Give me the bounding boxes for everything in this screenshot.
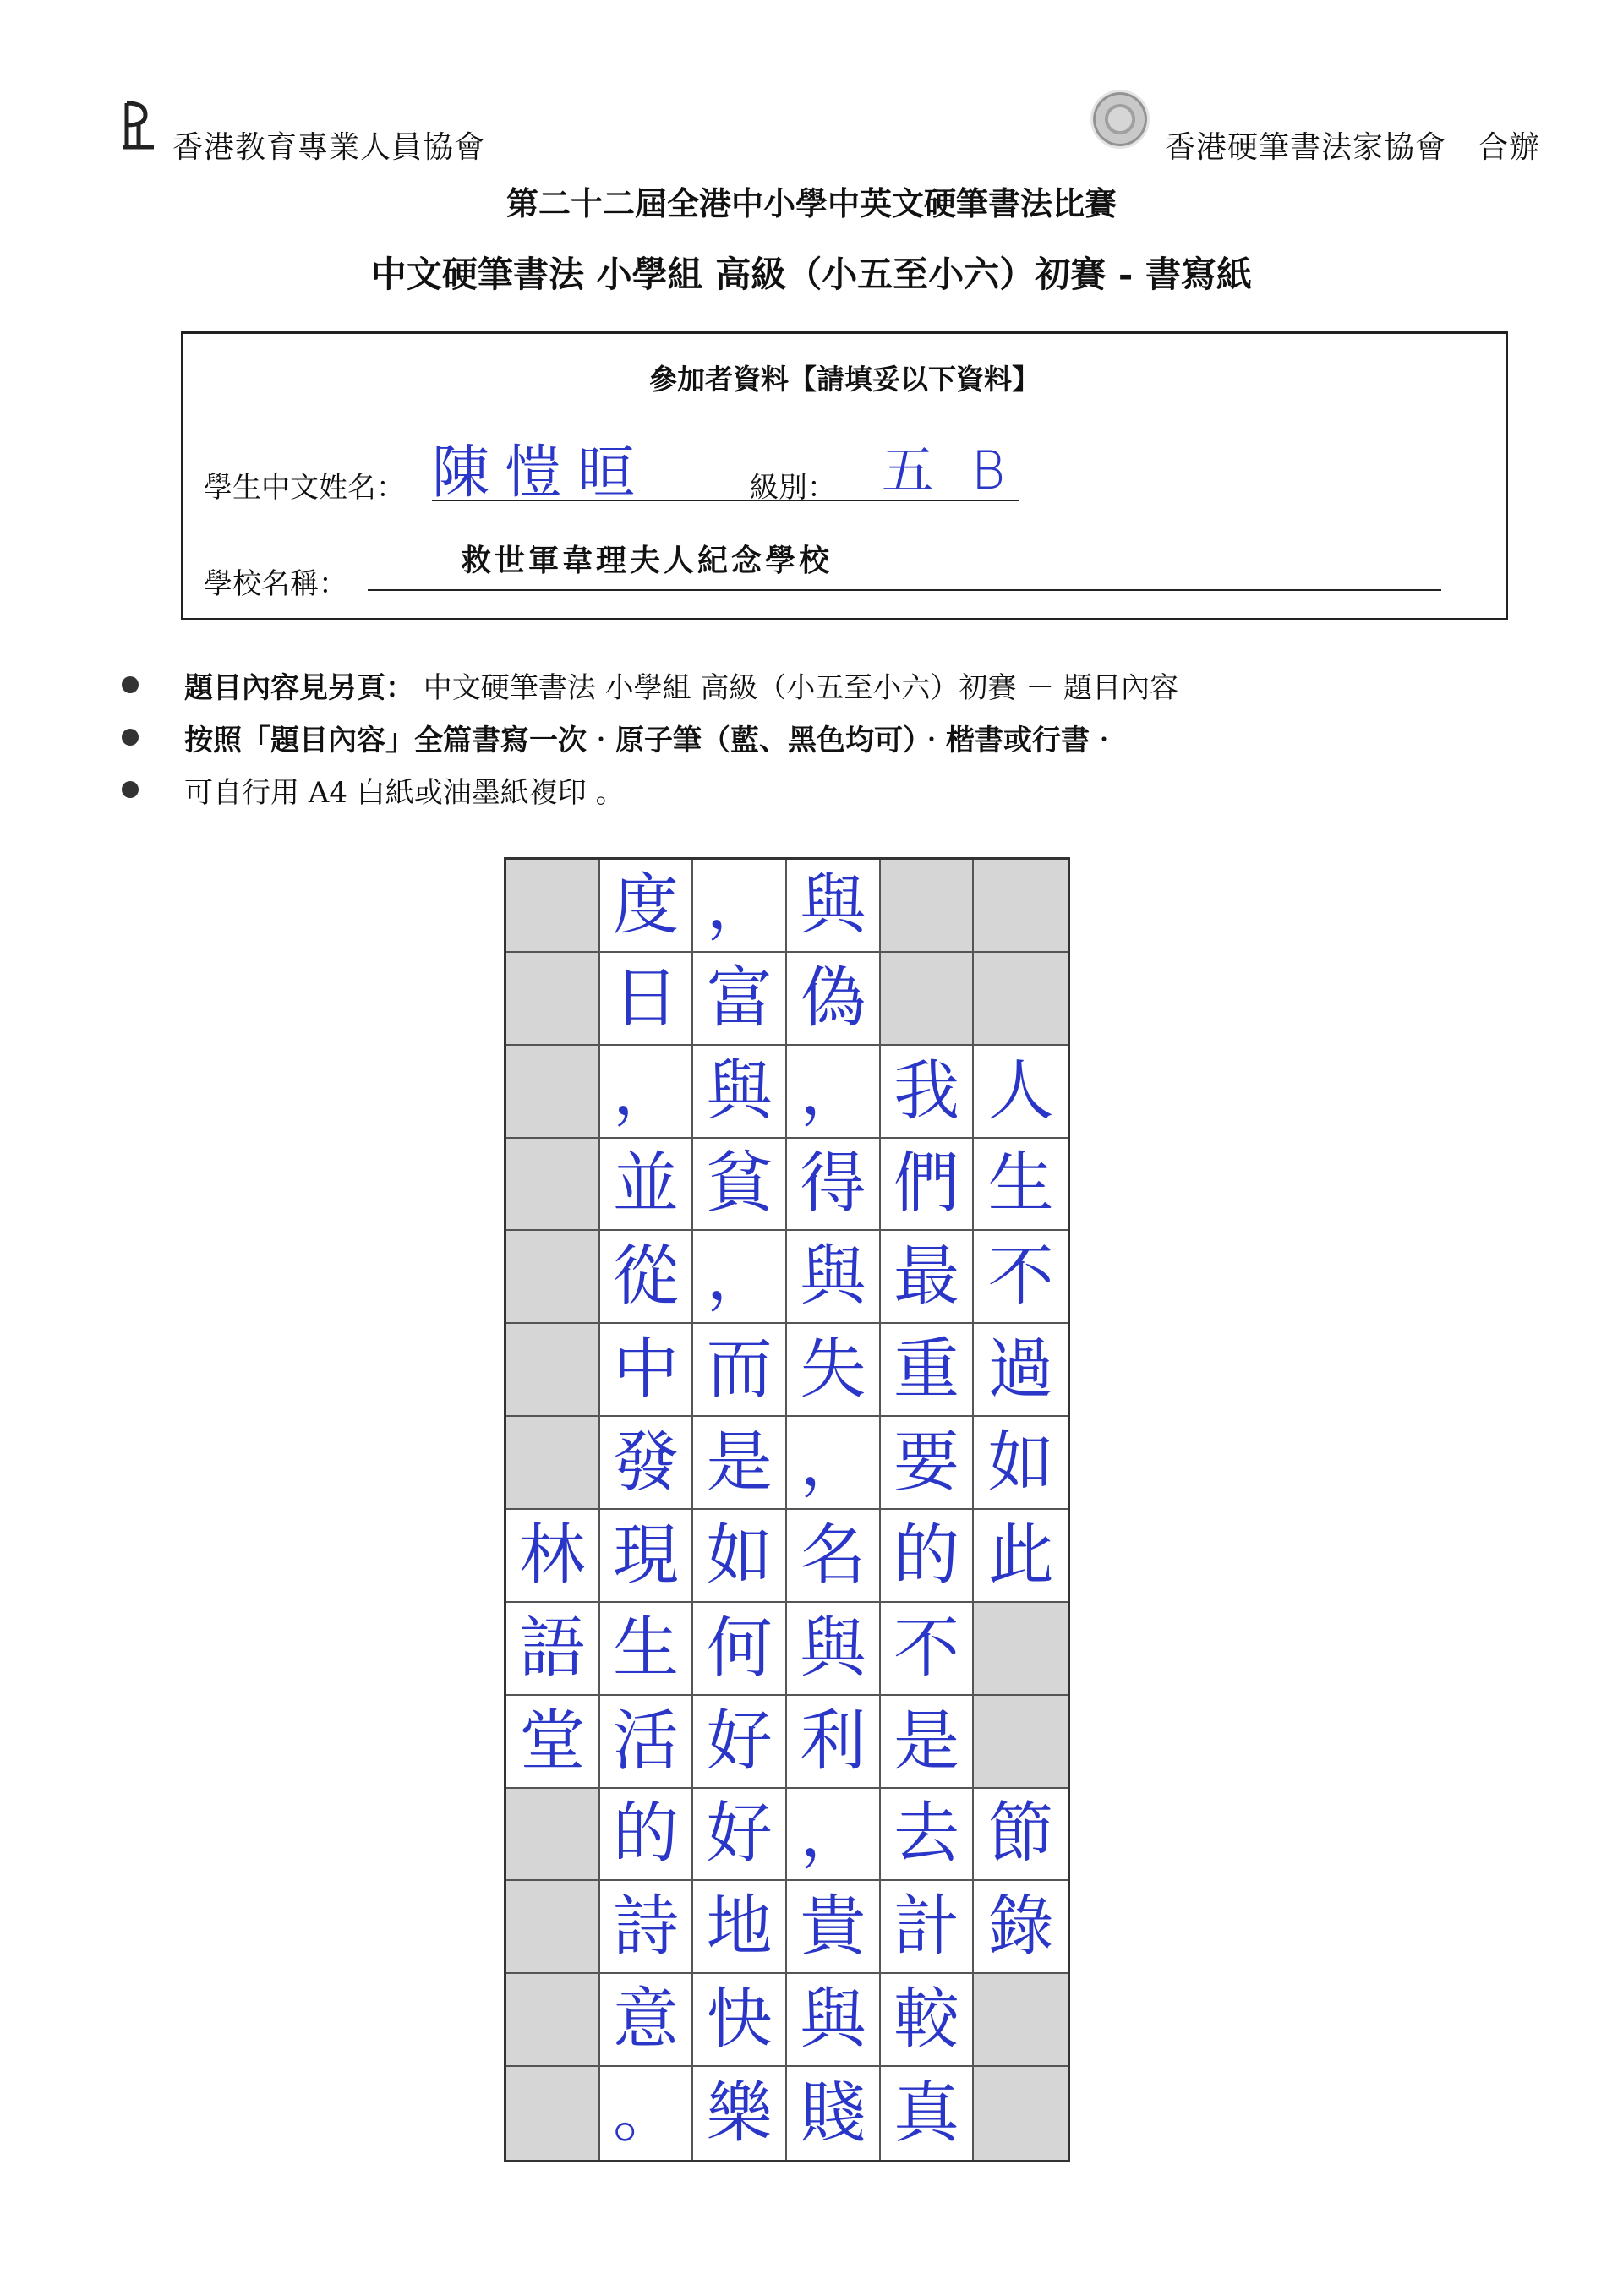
grid-cell[interactable]: 從 bbox=[600, 1231, 694, 1324]
grid-cell[interactable]: 何 bbox=[693, 1603, 787, 1696]
grid-cell[interactable]: 而 bbox=[693, 1324, 787, 1417]
bullet-icon bbox=[122, 676, 139, 693]
student-name-value[interactable]: 陳愷晅 bbox=[432, 440, 651, 506]
grid-cell[interactable] bbox=[974, 1603, 1068, 1696]
bullet-icon bbox=[122, 729, 139, 746]
grid-cell[interactable]: 詩 bbox=[600, 1881, 694, 1974]
grid-cell[interactable]: 好 bbox=[693, 1696, 787, 1789]
grid-cell[interactable]: 是 bbox=[693, 1417, 787, 1510]
grid-cell[interactable]: 是 bbox=[881, 1696, 975, 1789]
grid-cell[interactable]: 最 bbox=[881, 1231, 975, 1324]
school-name-underline bbox=[368, 589, 1441, 591]
instruction-bold-text: 題目內容見另頁： bbox=[184, 671, 414, 705]
grid-cell[interactable]: 人 bbox=[974, 1046, 1068, 1139]
grid-cell[interactable] bbox=[506, 1881, 600, 1974]
grid-cell[interactable]: 。 bbox=[600, 2067, 694, 2160]
grid-cell[interactable]: 得 bbox=[787, 1139, 881, 1232]
grid-cell[interactable]: ， bbox=[787, 1789, 881, 1882]
organizer-left: 香港教育專業人員協會 bbox=[172, 130, 486, 165]
grid-cell[interactable]: 不 bbox=[881, 1603, 975, 1696]
grid-cell[interactable] bbox=[506, 1974, 600, 2067]
grid-cell[interactable]: 語 bbox=[506, 1603, 600, 1696]
grid-cell[interactable]: ， bbox=[787, 1046, 881, 1139]
grid-cell[interactable]: ， bbox=[787, 1417, 881, 1510]
grade-value[interactable]: 五 B bbox=[882, 440, 1016, 501]
grid-cell[interactable]: 發 bbox=[600, 1417, 694, 1510]
grid-cell[interactable] bbox=[974, 860, 1068, 953]
grid-cell[interactable] bbox=[506, 1139, 600, 1232]
grid-cell[interactable]: 偽 bbox=[787, 953, 881, 1046]
grid-cell[interactable]: 節 bbox=[974, 1789, 1068, 1882]
grid-cell[interactable]: 與 bbox=[787, 1603, 881, 1696]
grid-cell[interactable]: 與 bbox=[693, 1046, 787, 1139]
grid-cell[interactable]: 如 bbox=[974, 1417, 1068, 1510]
grid-cell[interactable]: ， bbox=[693, 1231, 787, 1324]
sheet-title: 中文硬筆書法 小學組 高級（小五至小六）初賽 - 書寫紙 bbox=[371, 254, 1252, 295]
bullet-icon bbox=[122, 781, 139, 798]
grid-cell[interactable]: 度 bbox=[600, 860, 694, 953]
grid-cell[interactable]: 與 bbox=[787, 860, 881, 953]
participant-info-box bbox=[181, 331, 1508, 620]
info-box-heading: 參加者資料【請填妥以下資料】 bbox=[649, 363, 1040, 396]
grid-cell[interactable]: 好 bbox=[693, 1789, 787, 1882]
instruction-item bbox=[184, 664, 1178, 706]
grid-cell[interactable] bbox=[506, 860, 600, 953]
grid-cell[interactable] bbox=[974, 2067, 1068, 2160]
grid-cell[interactable]: 利 bbox=[787, 1696, 881, 1789]
organizer-right: 香港硬筆書法家協會 合辦 bbox=[1165, 130, 1541, 165]
grid-cell[interactable] bbox=[506, 1231, 600, 1324]
instruction-bold-text: 按照「題目內容」全篇書寫一次‧原子筆（藍、黑色均可）‧楷書或行書‧ bbox=[184, 724, 1118, 757]
grid-cell[interactable] bbox=[506, 1789, 600, 1882]
grid-cell[interactable] bbox=[506, 953, 600, 1046]
grid-cell[interactable]: 名 bbox=[787, 1510, 881, 1603]
grid-cell[interactable]: 中 bbox=[600, 1324, 694, 1417]
grid-cell[interactable]: 此 bbox=[974, 1510, 1068, 1603]
grid-cell[interactable] bbox=[974, 1974, 1068, 2067]
association-logo-icon bbox=[120, 100, 157, 152]
writing-grid bbox=[504, 857, 1070, 2162]
grid-cell[interactable]: 堂 bbox=[506, 1696, 600, 1789]
grid-cell[interactable]: 真 bbox=[881, 2067, 975, 2160]
grid-cell[interactable]: 樂 bbox=[693, 2067, 787, 2160]
grid-cell[interactable]: 錄 bbox=[974, 1881, 1068, 1974]
grid-cell[interactable]: 們 bbox=[881, 1139, 975, 1232]
grid-cell[interactable]: 生 bbox=[974, 1139, 1068, 1232]
grid-cell[interactable] bbox=[506, 1324, 600, 1417]
grid-cell[interactable]: 計 bbox=[881, 1881, 975, 1974]
grid-cell[interactable]: ， bbox=[600, 1046, 694, 1139]
instruction-text: 可自行用 A4 白紙或油墨紙複印 。 bbox=[184, 776, 625, 810]
grid-cell[interactable]: 現 bbox=[600, 1510, 694, 1603]
grid-cell[interactable]: 的 bbox=[600, 1789, 694, 1882]
grid-cell[interactable]: 我 bbox=[881, 1046, 975, 1139]
grid-cell[interactable]: 地 bbox=[693, 1881, 787, 1974]
grid-cell[interactable]: 貧 bbox=[693, 1139, 787, 1232]
grid-cell[interactable]: 活 bbox=[600, 1696, 694, 1789]
calligraphy-society-seal-icon bbox=[1090, 90, 1150, 149]
grid-cell[interactable]: 過 bbox=[974, 1324, 1068, 1417]
grid-cell[interactable]: 快 bbox=[693, 1974, 787, 2067]
grid-cell[interactable]: 不 bbox=[974, 1231, 1068, 1324]
grade-label: 級別： bbox=[750, 471, 836, 505]
instruction-item bbox=[184, 769, 625, 811]
grid-cell[interactable]: 去 bbox=[881, 1789, 975, 1882]
grid-cell[interactable] bbox=[506, 2067, 600, 2160]
grid-cell[interactable]: 林 bbox=[506, 1510, 600, 1603]
school-name-label: 學校名稱： bbox=[204, 567, 347, 601]
grid-cell[interactable] bbox=[881, 953, 975, 1046]
grid-cell[interactable]: 與 bbox=[787, 1231, 881, 1324]
grid-cell[interactable]: 失 bbox=[787, 1324, 881, 1417]
grid-cell[interactable]: 與 bbox=[787, 1974, 881, 2067]
grid-cell[interactable] bbox=[974, 953, 1068, 1046]
grid-cell[interactable] bbox=[881, 860, 975, 953]
instruction-item bbox=[184, 717, 1118, 758]
grid-cell[interactable]: ， bbox=[693, 860, 787, 953]
grid-cell[interactable] bbox=[506, 1417, 600, 1510]
school-name-value[interactable]: 救世軍韋理夫人紀念學校 bbox=[461, 543, 833, 578]
grid-cell[interactable]: 貴 bbox=[787, 1881, 881, 1974]
grid-cell[interactable]: 日 bbox=[600, 953, 694, 1046]
student-name-label: 學生中文姓名： bbox=[204, 471, 405, 505]
competition-title: 第二十二屆全港中小學中英文硬筆書法比賽 bbox=[505, 184, 1117, 222]
grid-cell[interactable]: 賤 bbox=[787, 2067, 881, 2160]
grid-cell[interactable]: 重 bbox=[881, 1324, 975, 1417]
instruction-text: 中文硬筆書法 小學組 高級（小五至小六）初賽 － 題目內容 bbox=[414, 671, 1179, 705]
grid-cell[interactable]: 生 bbox=[600, 1603, 694, 1696]
grid-cell[interactable]: 要 bbox=[881, 1417, 975, 1510]
grid-cell[interactable] bbox=[974, 1696, 1068, 1789]
grid-cell[interactable]: 較 bbox=[881, 1974, 975, 2067]
grid-cell[interactable]: 意 bbox=[600, 1974, 694, 2067]
grid-cell[interactable]: 並 bbox=[600, 1139, 694, 1232]
grid-cell[interactable]: 的 bbox=[881, 1510, 975, 1603]
grid-cell[interactable] bbox=[506, 1046, 600, 1139]
grid-cell[interactable]: 富 bbox=[693, 953, 787, 1046]
grid-cell[interactable]: 如 bbox=[693, 1510, 787, 1603]
